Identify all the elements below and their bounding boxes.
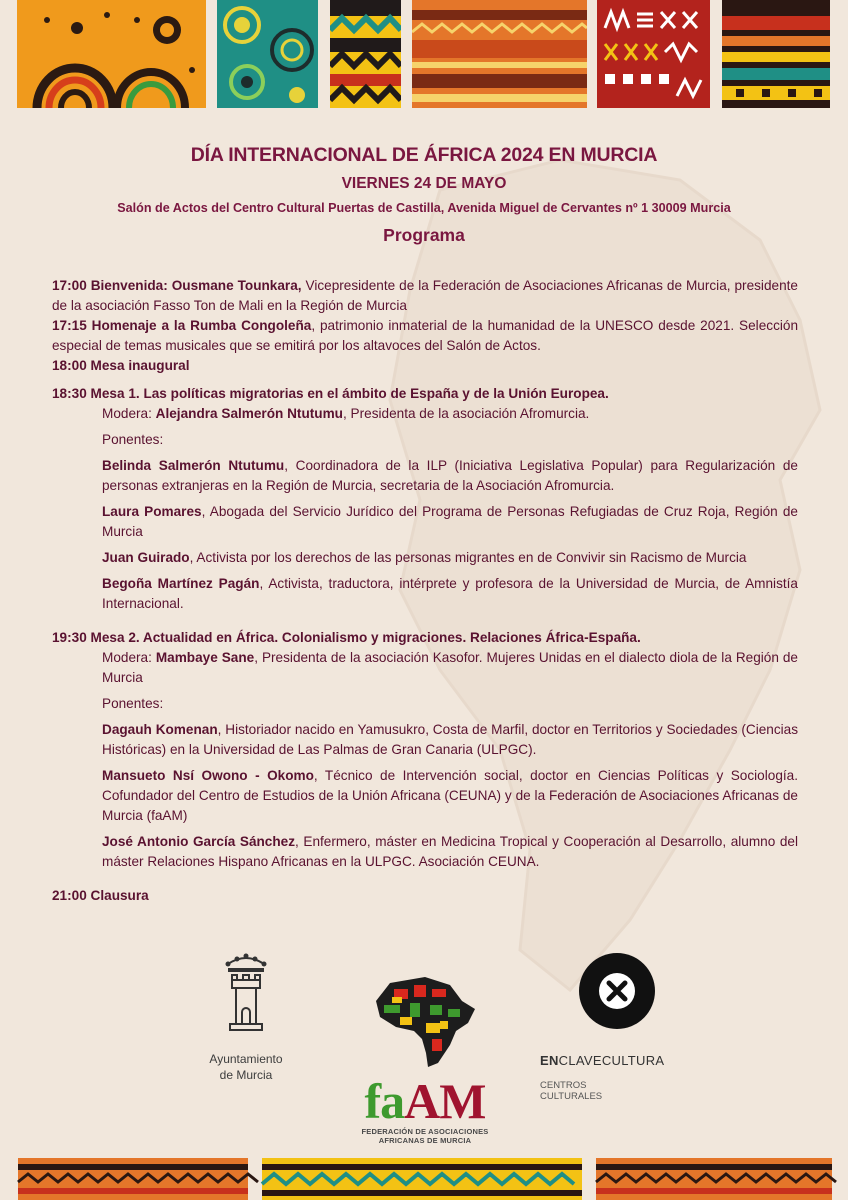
item-time-title: 21:00 Clausura (52, 888, 149, 903)
banner-pattern-arches (17, 0, 206, 108)
speaker-item (102, 766, 798, 826)
mesa-1-title: 18:30 Mesa 1. Las políticas migratorias en el ámbito de España y de la Unión Europea. (52, 386, 609, 401)
bottom-pattern-border (0, 1158, 848, 1200)
speakers-label: Ponentes: (102, 696, 164, 711)
castle-crown-icon (216, 950, 276, 1040)
moderator-role: , Presidenta de la asociación Kasofor. Mujeres Unidas en el dialecto diola de la Región de Murcia (102, 650, 798, 685)
enclave-name-clave: CLAVE (558, 1053, 602, 1068)
ayuntamiento-name-line2: de Murcia (219, 1068, 273, 1082)
enclave-cultura-name (540, 1053, 700, 1068)
ayuntamiento-name-line1: Ayuntamiento (209, 1052, 283, 1066)
speaker-item (102, 456, 798, 496)
speaker-item (102, 502, 798, 542)
speakers-label: Ponentes: (102, 432, 164, 447)
moderator-name: Alejandra Salmerón Ntutumu (155, 406, 343, 421)
moderator-label: Modera: (102, 650, 156, 665)
bottom-pattern-right (596, 1158, 836, 1200)
mesa-2-moderator (102, 648, 798, 688)
panel-mesa-1 (52, 384, 798, 614)
faam-subtitle-line1: FEDERACIÓN DE ASOCIACIONES (361, 1127, 489, 1136)
enclave-subtitle-line1: CENTROS (540, 1080, 587, 1091)
banner-pattern-stripes (412, 0, 587, 108)
speaker-name: Belinda Salmerón Ntutumu (102, 458, 285, 473)
close-circle-icon (576, 950, 658, 1032)
speaker-name: Laura Pomares (102, 504, 202, 519)
speaker-item (102, 574, 798, 614)
speaker-role: , Técnico de Intervención social, doctor en Ciencias Políticas y Sociología. Cofundador del Centro de Estudios de la Unión Africana (CEUNA) y de la Federación de Asociaciones Africanas de Murcia (faAM) (102, 768, 798, 823)
speaker-role: , Historiador nacido en Yamusukro, Costa de Marfil, doctor en Territorios y Sociedades (Ciencias Históricas) en la Universidad de Las Palmas de Gran Canaria (ULPGC). (102, 722, 799, 757)
speaker-role: , Activista por los derechos de las personas migrantes en de Convivir sin Racismo de Murcia (189, 550, 747, 565)
program-item-tribute (52, 316, 798, 356)
faam-wordmark (340, 1075, 510, 1127)
mesa-2-title: 19:30 Mesa 2. Actualidad en África. Colonialismo y migraciones. Relaciones África-España. (52, 630, 641, 645)
item-description: Vicepresidente de la Federación de Asociaciones Africanas de Murcia, presidente de la asociación Fasso Ton de Mali en la Región de Murcia (52, 278, 798, 313)
banner-pattern-symbols (597, 0, 710, 108)
bottom-pattern-left (18, 1158, 258, 1200)
africa-map-icon (370, 975, 480, 1070)
speaker-item (102, 832, 798, 872)
event-date: VIERNES 24 DE MAYO (341, 175, 507, 192)
program-item-welcome (52, 276, 798, 316)
program-heading: Programa (383, 225, 465, 245)
mesa-2-details (52, 648, 798, 872)
event-header (0, 144, 848, 246)
speaker-item (102, 548, 798, 568)
speaker-name: Dagauh Komenan (102, 722, 218, 737)
moderator-role: , Presidenta de la asociación Afromurcia. (342, 406, 590, 421)
moderator-name: Mambaye Sane (155, 650, 255, 665)
program-item-inaugural (52, 356, 798, 376)
item-time-title: 17:00 Bienvenida: Ousmane Tounkara, (52, 278, 302, 293)
speaker-role: , Activista, traductora, intérprete y profesora de la Universidad de Murcia, de Amnistía Internacional. (102, 576, 798, 611)
item-description: , patrimonio inmaterial de la humanidad de la UNESCO desde 2021. Selección especial de temas musicales que se emitirá por los altavoces del Salón de Actos. (52, 318, 799, 353)
speaker-role: , Abogada del Servicio Jurídico del Programa de Personas Refugiadas de Cruz Roja, Región de Murcia (102, 504, 798, 539)
panel-mesa-2 (52, 628, 798, 872)
event-venue: Salón de Actos del Centro Cultural Puertas de Castilla, Avenida Miguel de Cervantes nº 1 30009 Murcia (117, 201, 731, 215)
faam-wordmark-fa: fa (364, 1073, 405, 1129)
speaker-name: Juan Guirado (102, 550, 190, 565)
event-title: DÍA INTERNACIONAL DE ÁFRICA 2024 EN MURCIA (190, 144, 658, 166)
mesa-1-moderator (102, 404, 798, 424)
program-list (52, 276, 798, 906)
enclave-cultura-logo (540, 950, 700, 1102)
speaker-item (102, 720, 798, 760)
faam-subtitle-line2: AFRICANAS DE MURCIA (378, 1136, 472, 1145)
program-item-closing (52, 886, 798, 906)
faam-logo (340, 975, 510, 1145)
enclave-name-cultura: CULTURA (601, 1053, 665, 1068)
speaker-role: , Coordinadora de la ILP (Iniciativa Legislativa Popular) para Regularización de personas extranjeras en la Región de Murcia, secretaria de la Asociación Afromurcia. (102, 458, 798, 493)
enclave-subtitle-line2: CULTURALES (540, 1091, 603, 1102)
speaker-role: , Enfermero, máster en Medicina Tropical y Cooperación al Desarrollo, alumno del máster Relaciones Hispano Africanas en la ULPGC. Asociación CEUNA. (102, 834, 798, 869)
banner-pattern-circles (217, 0, 318, 108)
mesa-1-details (52, 404, 798, 614)
banner-pattern-bands (722, 0, 830, 108)
banner-pattern-zigzag (330, 0, 401, 108)
enclave-name-en: EN (540, 1053, 559, 1068)
moderator-label: Modera: (102, 406, 156, 421)
speaker-name: José Antonio García Sánchez (102, 834, 296, 849)
item-time-title: 17:15 Homenaje a la Rumba Congoleña (52, 318, 312, 333)
top-banner (0, 0, 848, 124)
ayuntamiento-logo (196, 950, 296, 1083)
speaker-name: Mansueto Nsí Owono - Okomo (102, 768, 314, 783)
speaker-name: Begoña Martínez Pagán (102, 576, 260, 591)
faam-wordmark-am: AM (404, 1073, 486, 1129)
item-time-title: 18:00 Mesa inaugural (52, 358, 190, 373)
bottom-pattern-center (262, 1158, 582, 1200)
